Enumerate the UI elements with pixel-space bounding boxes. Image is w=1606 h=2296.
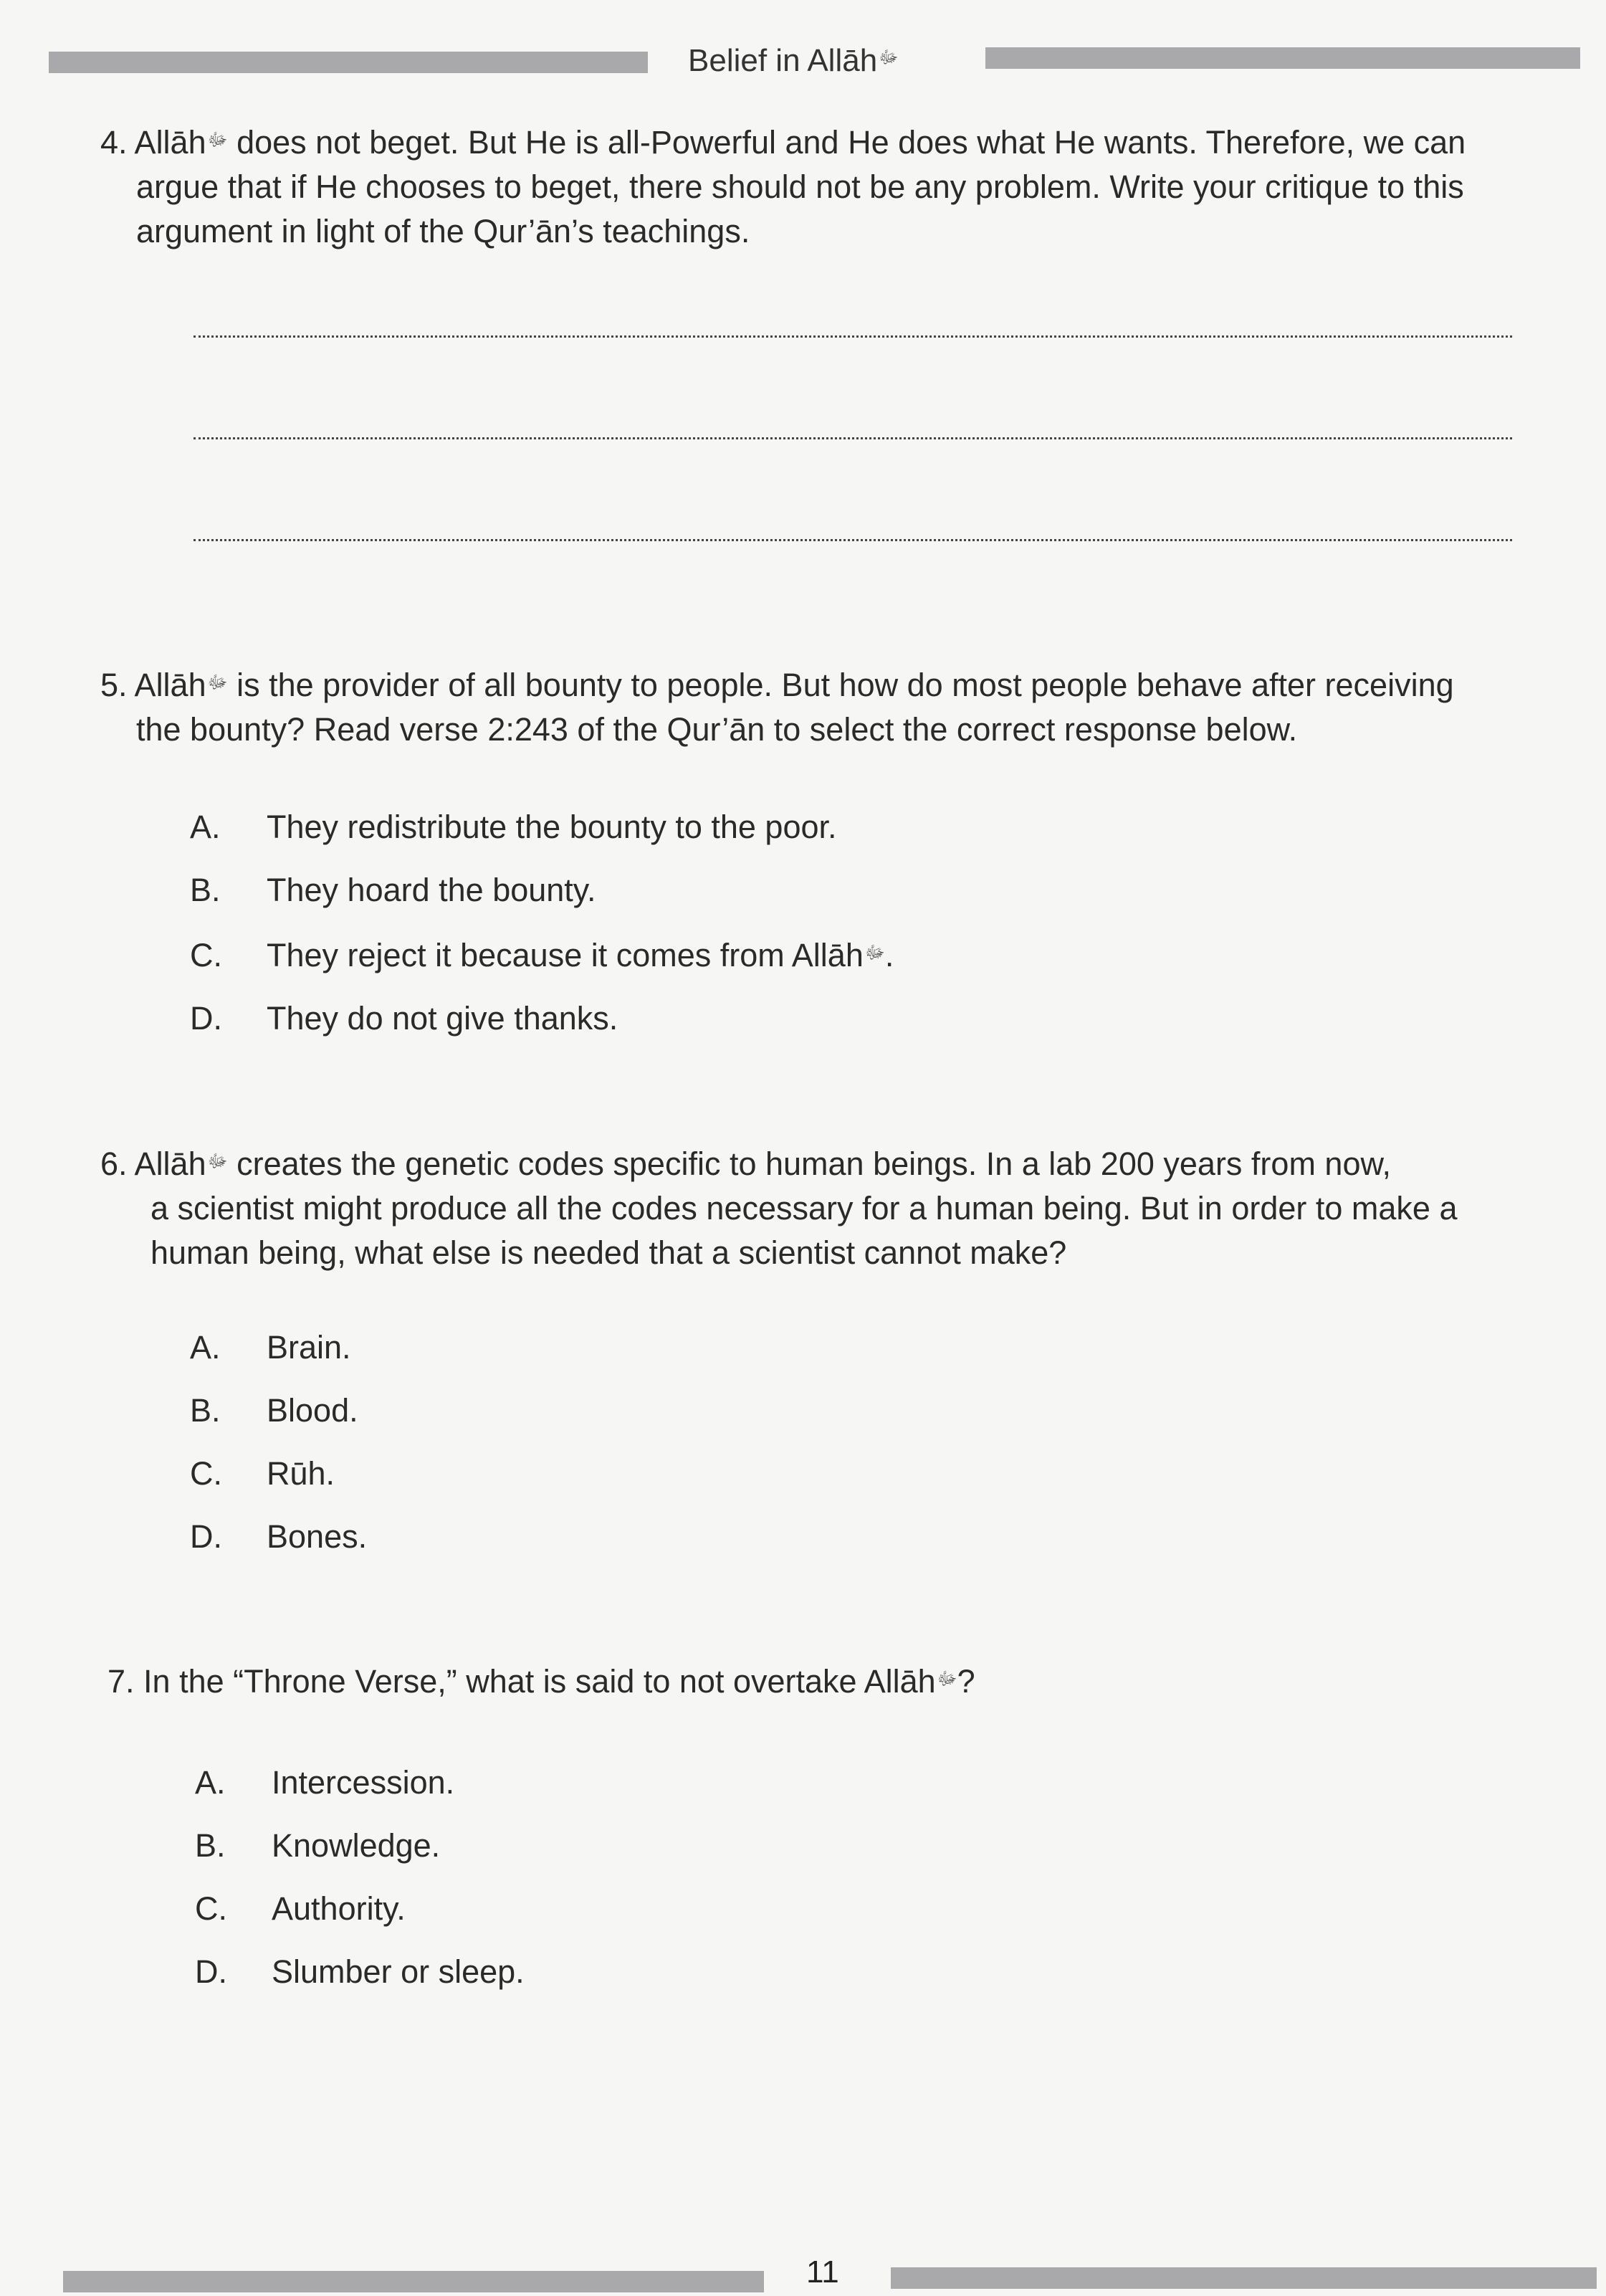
question-5: 5. Allāhﷻ is the provider of all bounty to people. But how do most people behave after receiving the bounty? Read verse 2:243 of the Qur’ān to select the correct response below. xyxy=(100,661,1569,752)
option-d[interactable]: D. They do not give thanks. xyxy=(190,1000,618,1037)
question-4: 4. Allāhﷻ does not beget. But He is all-Powerful and He does what He wants. Therefore, we can argue that if He chooses to beget, there should not be any problem. Write your critique to this argument in light of the Qur’ān’s teachings. xyxy=(100,118,1569,254)
option-d[interactable]: D. Slumber or sleep. xyxy=(195,1953,525,1990)
option-d[interactable]: D. Bones. xyxy=(190,1518,368,1555)
option-c[interactable]: C. They reject it because it comes from Allāhﷻ. xyxy=(190,922,894,987)
option-c[interactable]: C. Rūh. xyxy=(190,1455,335,1492)
option-b[interactable]: B. Blood. xyxy=(190,1392,358,1429)
question-6: 6. Allāhﷻ creates the genetic codes specific to human beings. In a lab 200 years from now, a scientist might produce all the codes necessary for a human being. But in order to make a human being, what else is needed that a scientist cannot make? xyxy=(100,1140,1569,1275)
question-text: the bounty? Read verse 2:243 of the Qur’ān to select the correct response below. xyxy=(136,711,1298,748)
option-c[interactable]: C. Authority. xyxy=(195,1890,406,1927)
answer-line-1[interactable] xyxy=(193,335,1512,338)
question-text: human being, what else is needed that a scientist cannot make? xyxy=(150,1234,1067,1272)
page-title: Belief in Allāhﷻ xyxy=(688,43,899,78)
options-q7 xyxy=(195,1751,525,2004)
options-q5 xyxy=(190,796,894,1050)
question-7: 7. In the “Throne Verse,” what is said to not overtake Allāhﷻ? xyxy=(107,1657,1577,1704)
seal-icon: ﷻ xyxy=(207,130,228,150)
answer-line-2[interactable] xyxy=(193,437,1512,439)
option-a[interactable]: A. Brain. xyxy=(190,1329,351,1366)
question-text: a scientist might produce all the codes necessary for a human being. But in order to make a xyxy=(150,1190,1458,1227)
question-text: argue that if He chooses to beget, there should not be any problem. Write your critique to this xyxy=(136,168,1464,206)
seal-icon: ﷻ xyxy=(937,1669,957,1689)
question-text: argument in light of the Qur’ān’s teachings. xyxy=(136,213,750,250)
seal-icon: ﷻ xyxy=(864,943,885,963)
option-b[interactable]: B. They hoard the bounty. xyxy=(190,872,596,908)
option-b[interactable]: B. Knowledge. xyxy=(195,1827,441,1864)
header-bar-right xyxy=(985,47,1580,69)
answer-line-3[interactable] xyxy=(193,539,1512,541)
footer-bar-right xyxy=(891,2267,1597,2289)
header-bar-left xyxy=(49,52,648,73)
page-number: 11 xyxy=(806,2254,839,2290)
option-a[interactable]: A. Intercession. xyxy=(195,1764,455,1801)
seal-icon: ﷻ xyxy=(207,673,228,692)
options-q6 xyxy=(190,1316,367,1568)
option-a[interactable]: A. They redistribute the bounty to the poor. xyxy=(190,809,837,845)
footer-bar-left xyxy=(63,2271,764,2292)
seal-icon: ﷻ xyxy=(879,48,899,68)
seal-icon: ﷻ xyxy=(207,1152,228,1171)
